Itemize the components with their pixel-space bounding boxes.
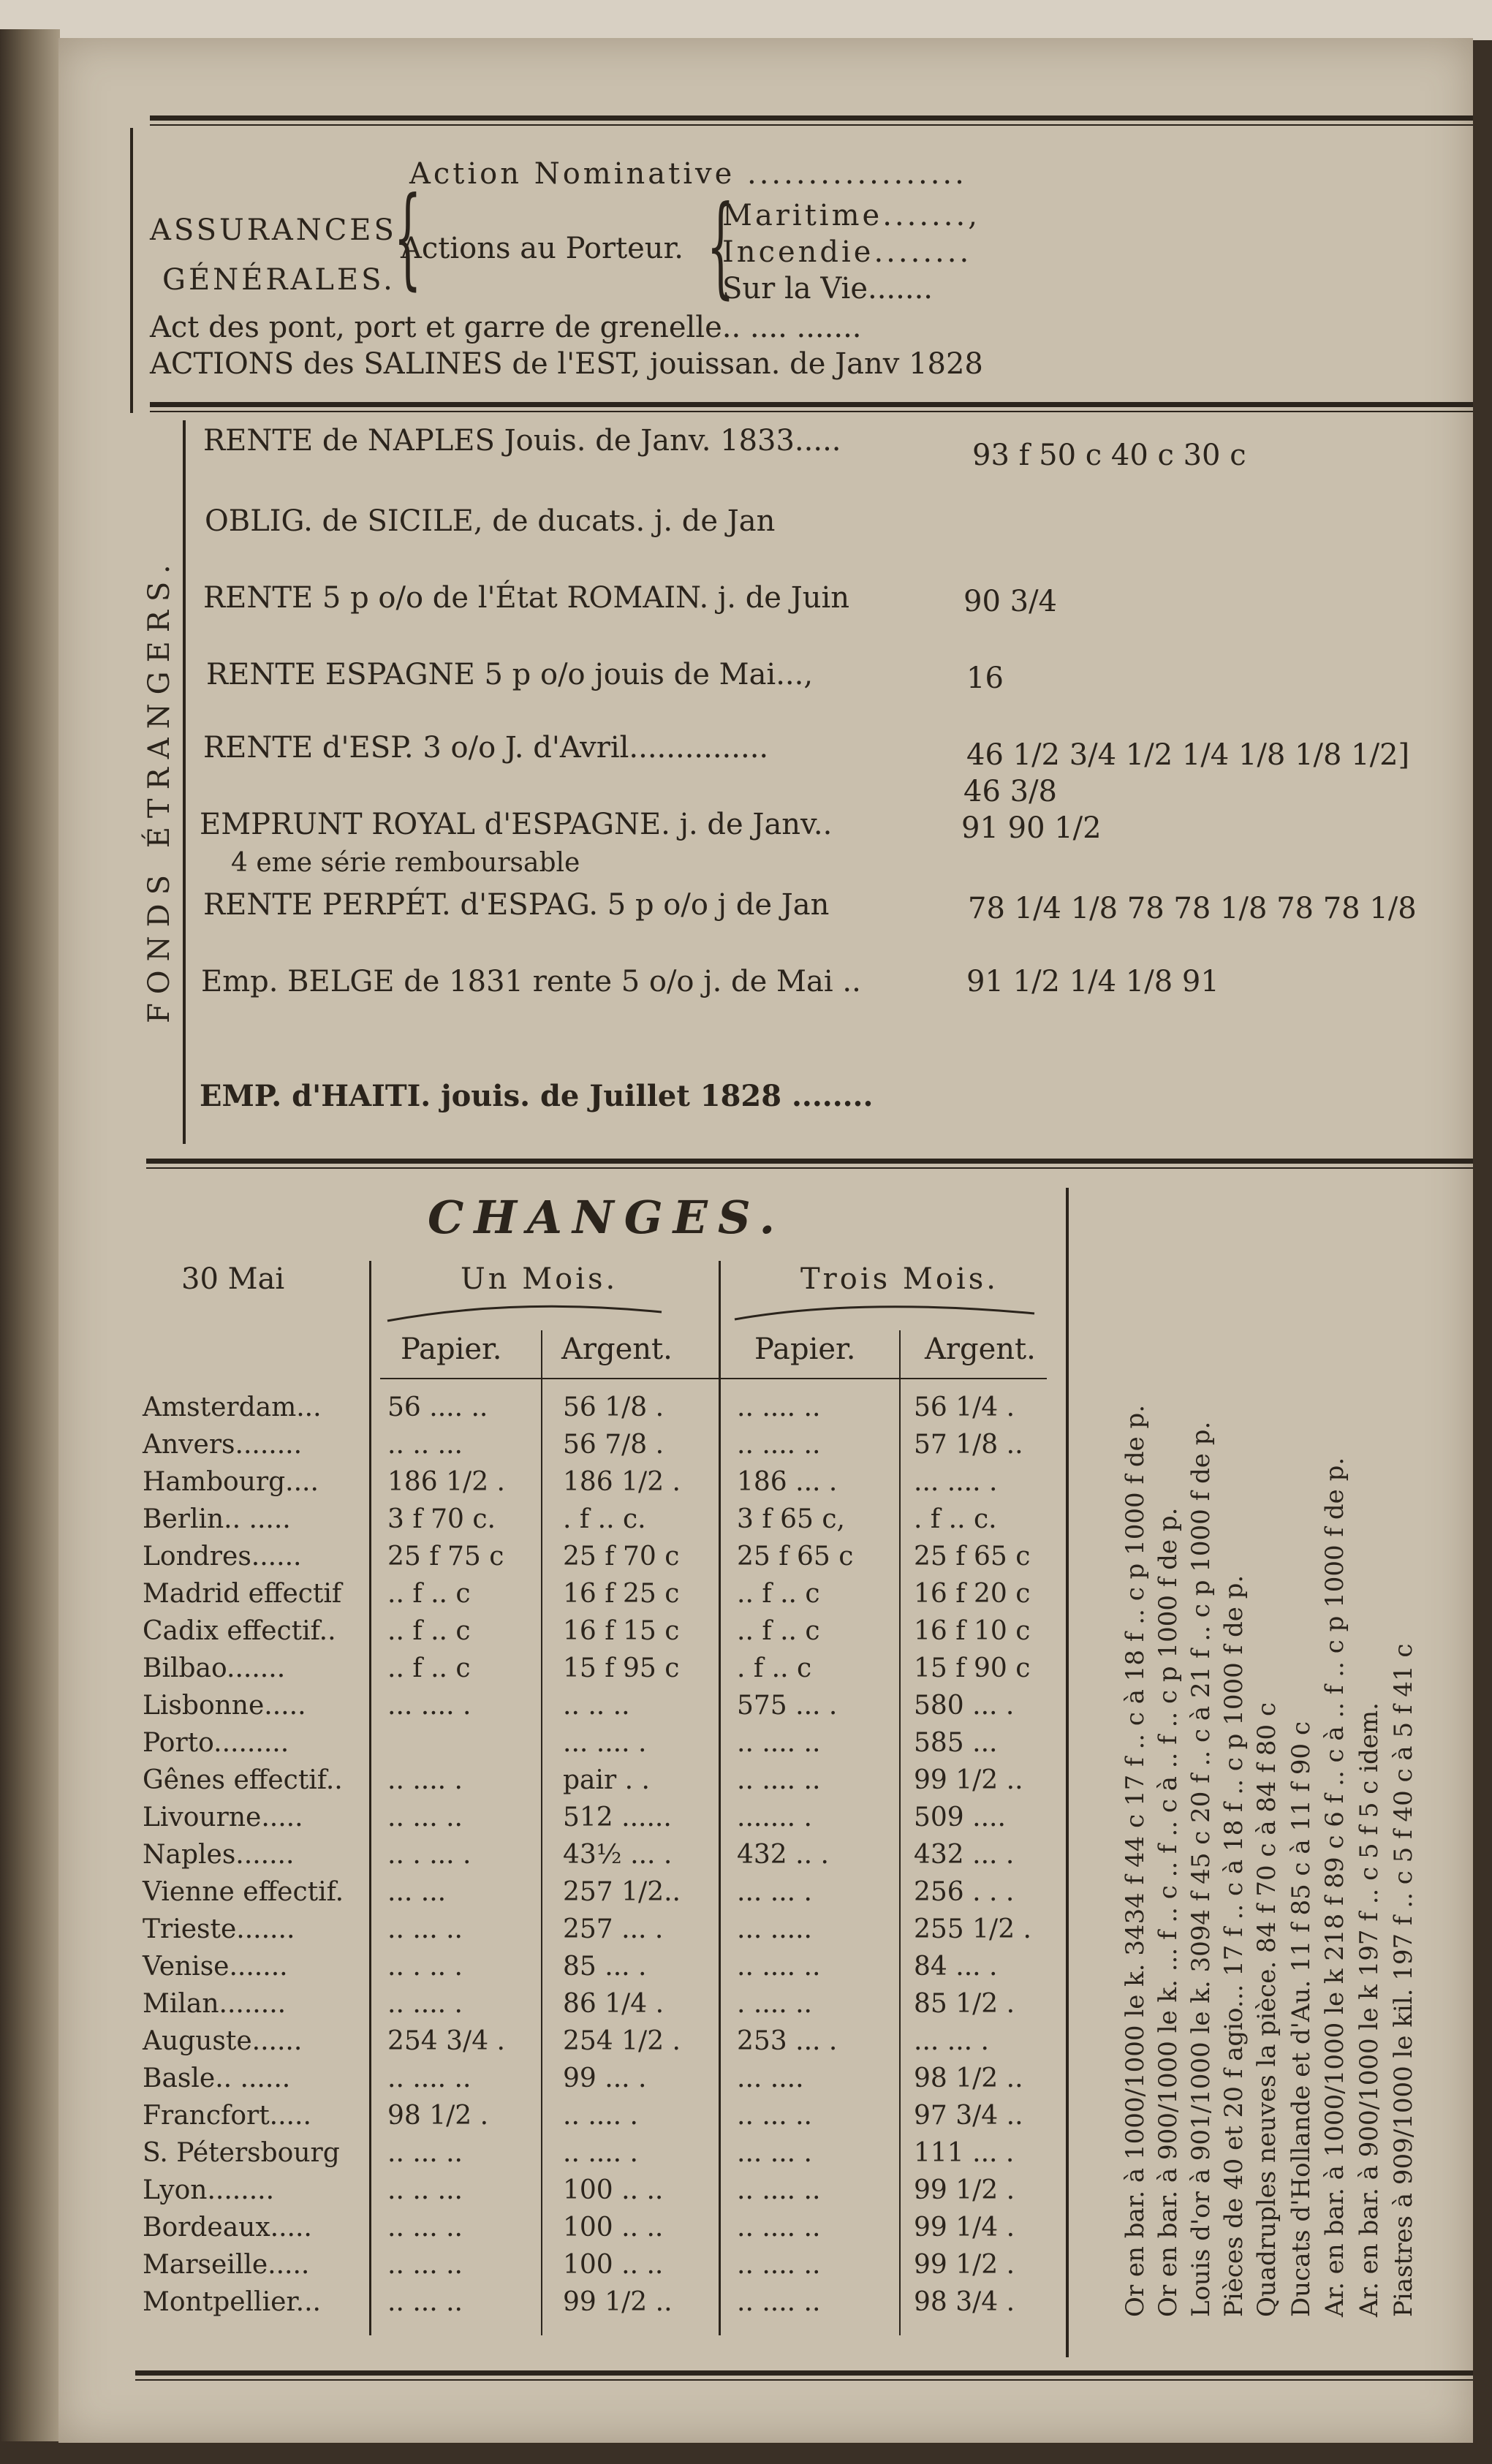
changes-rule-top-thin bbox=[146, 1167, 1473, 1169]
fonds-row-quote: 90 3/4 bbox=[963, 585, 1057, 618]
maritime: Maritime......., bbox=[722, 199, 980, 232]
rate-cell: ... .... . bbox=[914, 1467, 998, 1497]
rate-cell: .. .... .. bbox=[737, 1392, 821, 1422]
rate-cell: 100 .. .. bbox=[563, 2213, 664, 2243]
rate-cell: 186 ... . bbox=[737, 1467, 838, 1497]
rate-cell: 43½ ... . bbox=[563, 1840, 673, 1870]
fonds-row-sub: 4 eme série remboursable bbox=[231, 848, 580, 878]
rate-cell: 16 f 10 c bbox=[914, 1616, 1031, 1646]
city-name: Cadix effectif.. bbox=[143, 1616, 336, 1646]
rate-cell: 56 .... .. bbox=[387, 1392, 488, 1422]
metal-note: Ar. en bar. à 900/1000 le k 197 f .. c 5 f 5 c idem. bbox=[1355, 1702, 1384, 2317]
rate-cell: 98 1/2 .. bbox=[914, 2063, 1023, 2093]
rate-cell: .. ... .. bbox=[387, 2213, 463, 2243]
fonds-row-name: EMP. d'HAITI. jouis. de Juillet 1828 ........ bbox=[200, 1079, 874, 1113]
rate-cell: .. .... . bbox=[563, 2101, 638, 2131]
rate-cell: 25 f 70 c bbox=[563, 1542, 680, 1572]
city-name: Bilbao....... bbox=[143, 1653, 286, 1683]
rate-cell: 25 f 65 c bbox=[737, 1542, 854, 1572]
rate-cell: 99 1/4 . bbox=[914, 2213, 1015, 2243]
city-name: Basle.. ...... bbox=[143, 2063, 291, 2093]
city-name: Porto......... bbox=[143, 1728, 289, 1758]
rate-cell: . .... .. bbox=[737, 1989, 812, 2019]
changes-rule-top bbox=[146, 1159, 1473, 1164]
rate-cell: 85 ... . bbox=[563, 1952, 647, 1982]
city-name: Francfort..... bbox=[143, 2101, 311, 2131]
rate-cell: ... ... . bbox=[737, 2138, 812, 2168]
rate-cell: .. f .. c bbox=[387, 1653, 471, 1683]
changes-title: CHANGES. bbox=[428, 1191, 786, 1244]
fonds-row-name: RENTE de NAPLES Jouis. de Janv. 1833..... bbox=[203, 424, 841, 458]
col-rule-metals bbox=[1066, 1188, 1069, 2357]
rate-cell: .. .... . bbox=[387, 1989, 463, 2019]
metal-note: Quadruples neuves la pièce. 84 f 70 c à 84 f 80 c bbox=[1252, 1702, 1281, 2317]
rate-cell: .. f .. c bbox=[737, 1616, 820, 1646]
rate-cell: 100 .. .. bbox=[563, 2175, 664, 2205]
city-name: Amsterdam... bbox=[143, 1392, 322, 1422]
rate-cell: 99 ... . bbox=[563, 2063, 647, 2093]
city-name: Bordeaux..... bbox=[143, 2213, 312, 2243]
fonds-rule-top bbox=[150, 402, 1473, 407]
rate-cell: ... ..... bbox=[737, 1914, 812, 1944]
rate-cell: .. . ... . bbox=[387, 1840, 472, 1870]
col-rule-trois-mois bbox=[899, 1330, 901, 2335]
rate-cell: .. .... . bbox=[387, 1765, 463, 1795]
city-name: Vienne effectif. bbox=[143, 1877, 344, 1907]
rate-cell: 98 1/2 . bbox=[387, 2101, 489, 2131]
fonds-row-quote: 93 f 50 c 40 c 30 c bbox=[972, 439, 1246, 472]
sur-la-vie: Sur la Vie....... bbox=[722, 272, 934, 306]
rate-cell: ... ... . bbox=[737, 1877, 812, 1907]
incendie: Incendie........ bbox=[722, 235, 972, 269]
rate-cell: .. ... .. bbox=[387, 2250, 463, 2280]
book-gutter bbox=[0, 29, 60, 2441]
city-name: Anvers........ bbox=[143, 1430, 303, 1460]
rate-cell: .. f .. c bbox=[737, 1579, 820, 1609]
col-rule-un-mois bbox=[541, 1330, 542, 2335]
rate-cell: .. ... .. bbox=[387, 2138, 463, 2168]
rate-cell: 15 f 95 c bbox=[563, 1653, 680, 1683]
city-name: Venise....... bbox=[143, 1952, 288, 1982]
rate-cell: .. ... .. bbox=[387, 1802, 463, 1832]
rate-cell: .. .... . bbox=[563, 2138, 638, 2168]
city-name: Lyon........ bbox=[143, 2175, 275, 2205]
rate-cell: 580 ... . bbox=[914, 1691, 1015, 1721]
rate-cell: 98 3/4 . bbox=[914, 2287, 1015, 2317]
fonds-row-quote: 78 1/4 1/8 78 78 1/8 78 78 1/8 bbox=[968, 892, 1417, 925]
metal-note: Or en bar. à 1000/1000 le k. 3434 f 44 c 17 f .. c à 18 f .. c p 1000 f de p. bbox=[1121, 1404, 1150, 2317]
generales-label: GÉNÉRALES. bbox=[162, 263, 395, 297]
fonds-rule-top-thin bbox=[150, 411, 1473, 412]
metal-note: Ducats d'Hollande et d'Au. 11 f 85 c à 11 f 90 c bbox=[1287, 1721, 1316, 2317]
trois-mois-header: Trois Mois. bbox=[800, 1262, 999, 1296]
rate-cell: .. .. .. bbox=[563, 1691, 630, 1721]
rate-cell: 57 1/8 .. bbox=[914, 1430, 1023, 1460]
rate-cell: 15 f 90 c bbox=[914, 1653, 1031, 1683]
fonds-row-name: OBLIG. de SICILE, de ducats. j. de Jan bbox=[205, 504, 776, 538]
rate-cell: .. .. ... bbox=[387, 1430, 463, 1460]
rate-cell: 84 ... . bbox=[914, 1952, 998, 1982]
col-rule-city bbox=[369, 1261, 371, 2335]
bottom-rule bbox=[135, 2370, 1473, 2376]
city-name: Hambourg.... bbox=[143, 1467, 319, 1497]
rate-cell: .. .... .. bbox=[737, 2175, 821, 2205]
top-rule bbox=[150, 115, 1473, 121]
rate-cell: .. .... .. bbox=[737, 2213, 821, 2243]
rate-cell: 111 ... . bbox=[914, 2138, 1015, 2168]
metal-note: Piastres à 909/1000 le kil. 197 f .. c 5 f 40 c à 5 f 41 c bbox=[1389, 1643, 1418, 2317]
metal-note: Or en bar. à 900/1000 le k. ... f .. c .. f .. c à .. f .. c p 1000 f de p. bbox=[1154, 1507, 1183, 2317]
rate-cell: . f .. c. bbox=[563, 1504, 646, 1534]
fonds-row-quote: 91 90 1/2 bbox=[961, 811, 1102, 845]
rate-cell: .. f .. c bbox=[387, 1579, 471, 1609]
col-rule-mid bbox=[719, 1261, 721, 2335]
rate-cell: 255 1/2 . bbox=[914, 1914, 1031, 1944]
rate-cell: 56 7/8 . bbox=[563, 1430, 664, 1460]
rate-cell: .. f .. c bbox=[387, 1616, 471, 1646]
city-name: Auguste...... bbox=[143, 2026, 303, 2056]
rate-cell: 3 f 65 c, bbox=[737, 1504, 845, 1534]
rate-cell: 16 f 25 c bbox=[563, 1579, 680, 1609]
rate-cell: . f .. c. bbox=[914, 1504, 997, 1534]
rate-cell: 56 1/4 . bbox=[914, 1392, 1015, 1422]
rate-cell: .. ... .. bbox=[387, 1914, 463, 1944]
actions-porteur: Actions au Porteur. bbox=[401, 232, 684, 265]
rate-cell: 509 .... bbox=[914, 1802, 1006, 1832]
city-name: Montpellier... bbox=[143, 2287, 321, 2317]
rate-cell: .. .... .. bbox=[737, 1952, 821, 1982]
actions-pont: Act des pont, port et garre de grenelle.. .... ....... bbox=[150, 311, 862, 344]
subheader-rule bbox=[380, 1378, 1047, 1379]
city-name: Milan........ bbox=[143, 1989, 287, 2019]
fonds-row-name: RENTE ESPAGNE 5 p o/o jouis de Mai..., bbox=[206, 658, 814, 691]
rate-cell: .. . .. . bbox=[387, 1952, 463, 1982]
rate-cell: .. .... .. bbox=[387, 2063, 472, 2093]
rate-cell: 100 .. .. bbox=[563, 2250, 664, 2280]
rate-cell: 512 ...... bbox=[563, 1802, 672, 1832]
rate-cell: 25 f 65 c bbox=[914, 1542, 1031, 1572]
argent-header-3: Argent. bbox=[925, 1333, 1036, 1366]
rate-cell: 585 ... bbox=[914, 1728, 998, 1758]
papier-header-1: Papier. bbox=[401, 1333, 502, 1366]
bottom-rule-thin bbox=[135, 2379, 1473, 2381]
action-nominative: Action Nominative .................. bbox=[409, 157, 967, 191]
metal-note: Louis d'or à 901/1000 le k. 3094 f 45 c 20 f .. c à 21 f .. c p 1000 f de p. bbox=[1186, 1421, 1216, 2317]
rate-cell: 432 .. . bbox=[737, 1840, 829, 1870]
fonds-row-name: RENTE 5 p o/o de l'État ROMAIN. j. de Juin bbox=[203, 581, 850, 615]
rate-cell: ... .... . bbox=[387, 1691, 472, 1721]
rate-cell: 85 1/2 . bbox=[914, 1989, 1015, 2019]
city-name: Marseille..... bbox=[143, 2250, 310, 2280]
assurances-label: ASSURANCES bbox=[150, 213, 397, 247]
rate-cell: 99 1/2 .. bbox=[563, 2287, 673, 2317]
rate-cell: 99 1/2 .. bbox=[914, 1765, 1023, 1795]
fonds-row-quote-2: 46 3/8 bbox=[963, 775, 1057, 808]
city-name: Livourne..... bbox=[143, 1802, 303, 1832]
rate-cell: 256 . . . bbox=[914, 1877, 1015, 1907]
city-name: Trieste....... bbox=[143, 1914, 295, 1944]
argent-header-1: Argent. bbox=[561, 1333, 673, 1366]
left-rule-top bbox=[130, 128, 133, 413]
rate-cell: 97 3/4 .. bbox=[914, 2101, 1023, 2131]
top-strip bbox=[0, 0, 1492, 40]
fonds-row-name: RENTE d'ESP. 3 o/o J. d'Avril............... bbox=[203, 731, 769, 765]
brace-right: { bbox=[706, 183, 735, 310]
papier-header-3: Papier. bbox=[754, 1333, 856, 1366]
rate-cell: .. .... .. bbox=[737, 1430, 821, 1460]
rate-cell: 86 1/4 . bbox=[563, 1989, 664, 2019]
rate-cell: 16 f 15 c bbox=[563, 1616, 680, 1646]
rate-cell: 99 1/2 . bbox=[914, 2175, 1015, 2205]
rate-cell: 575 ... . bbox=[737, 1691, 838, 1721]
rate-cell: 186 1/2 . bbox=[387, 1467, 505, 1497]
rate-cell: ... ... . bbox=[914, 2026, 989, 2056]
metal-note: Ar. en bar. à 1000/1000 le k 218 f 89 c 6 f .. c à .. f .. c p 1000 f de p. bbox=[1320, 1457, 1349, 2317]
fonds-left-rule bbox=[183, 420, 186, 1144]
rate-cell: 99 1/2 . bbox=[914, 2250, 1015, 2280]
changes-date: 30 Mai bbox=[181, 1262, 285, 1296]
rate-cell: .. .... .. bbox=[737, 2287, 821, 2317]
rate-cell: 257 1/2.. bbox=[563, 1877, 681, 1907]
brace-left: { bbox=[393, 174, 422, 301]
rate-cell: .. .... .. bbox=[737, 1765, 821, 1795]
fonds-row-name: EMPRUNT ROYAL d'ESPAGNE. j. de Janv.. bbox=[200, 808, 833, 841]
rate-cell: .. ... .. bbox=[387, 2287, 463, 2317]
rate-cell: .. ... .. bbox=[737, 2101, 812, 2131]
rate-cell: pair . . bbox=[563, 1765, 651, 1795]
rate-cell: 432 ... . bbox=[914, 1840, 1015, 1870]
rate-cell: 254 3/4 . bbox=[387, 2026, 505, 2056]
rate-cell: 253 ... . bbox=[737, 2026, 838, 2056]
rate-cell: ... .... bbox=[737, 2063, 804, 2093]
rate-cell: 16 f 20 c bbox=[914, 1579, 1031, 1609]
rate-cell: 56 1/8 . bbox=[563, 1392, 664, 1422]
city-name: S. Pétersbourg bbox=[143, 2138, 340, 2168]
fonds-etrangers-label: FONDS ÉTRANGERS. bbox=[143, 556, 176, 1023]
fonds-row-quote: 16 bbox=[966, 662, 1004, 695]
salines: ACTIONS des SALINES de l'EST, jouissan. de Janv 1828 bbox=[150, 347, 983, 381]
rate-cell: ....... . bbox=[737, 1802, 812, 1832]
rate-cell: .. .. ... bbox=[387, 2175, 463, 2205]
city-name: Naples....... bbox=[143, 1840, 295, 1870]
rate-cell: 25 f 75 c bbox=[387, 1542, 504, 1572]
fonds-row-quote: 46 1/2 3/4 1/2 1/4 1/8 1/8 1/2] bbox=[966, 738, 1410, 772]
rate-cell: .. .... .. bbox=[737, 1728, 821, 1758]
city-name: Londres...... bbox=[143, 1542, 302, 1572]
rate-cell: ... ... bbox=[387, 1877, 447, 1907]
rate-cell: 186 1/2 . bbox=[563, 1467, 681, 1497]
rate-cell: ... .... . bbox=[563, 1728, 647, 1758]
rate-cell: 254 1/2 . bbox=[563, 2026, 681, 2056]
un-mois-header: Un Mois. bbox=[461, 1262, 618, 1296]
city-name: Lisbonne..... bbox=[143, 1691, 306, 1721]
city-name: Berlin.. ..... bbox=[143, 1504, 291, 1534]
top-rule-thin bbox=[150, 124, 1473, 126]
fonds-row-name: RENTE PERPÉT. d'ESPAG. 5 p o/o j de Jan bbox=[203, 888, 830, 922]
city-name: Gênes effectif.. bbox=[143, 1765, 343, 1795]
rate-cell: 257 ... . bbox=[563, 1914, 664, 1944]
city-name: Madrid effectif bbox=[143, 1579, 342, 1609]
fonds-row-quote: 91 1/2 1/4 1/8 91 bbox=[966, 965, 1219, 998]
metal-note: Pièces de 40 et 20 f agio... 17 f .. c à 18 f .. c p 1000 f de p. bbox=[1219, 1574, 1249, 2317]
fonds-row-name: Emp. BELGE de 1831 rente 5 o/o j. de Mai .. bbox=[201, 965, 861, 998]
rate-cell: 3 f 70 c. bbox=[387, 1504, 496, 1534]
rate-cell: .. .... .. bbox=[737, 2250, 821, 2280]
rate-cell: . f .. c bbox=[737, 1653, 812, 1683]
